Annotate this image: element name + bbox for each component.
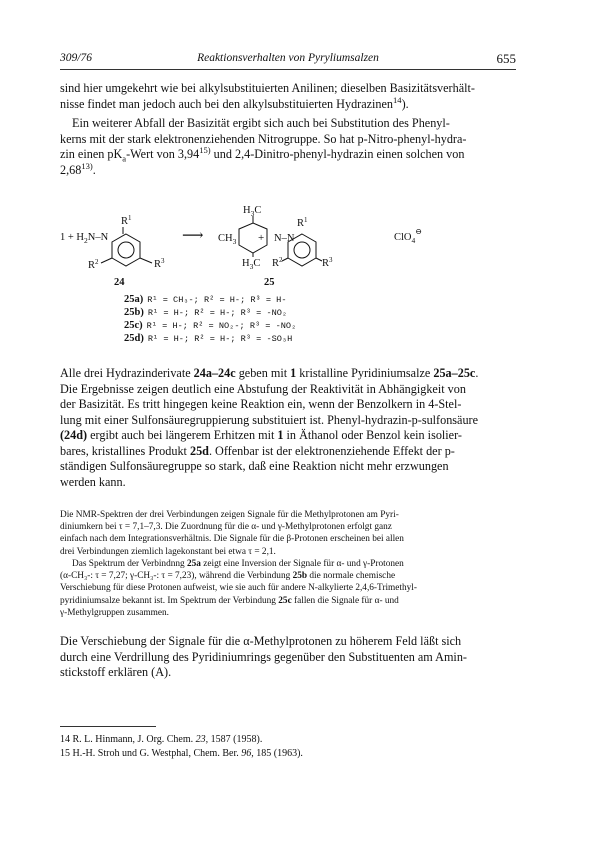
text-line: diniumkern bei τ = 7,1–7,3. Die Zuordnung für die α- und γ-Methylprotonen erfolgt ganz	[60, 522, 392, 533]
text-line: in Äthanol oder Benzol kein isolier-	[283, 428, 462, 442]
text-line: 2,68	[60, 162, 82, 177]
compound-ref: 1	[290, 366, 297, 380]
reactant-r2: $R^2$	[88, 258, 99, 271]
text-line: drei Verbindungen ziemlich lagekonstant bei etwa τ = 2,1.	[60, 546, 276, 557]
compound-ref: 25a–25c	[433, 366, 476, 380]
reactant-prefix: $1 + H_2N-N$	[60, 232, 109, 245]
reactant-aromatic-circle	[118, 242, 134, 258]
paragraph-1	[60, 81, 516, 112]
footnote-ref: 13)	[81, 160, 93, 171]
text-line: Verschiebung für diese Protonen aufweist, wie sie auch für andere N-alkylierte 2,4,6-Trimethyl-	[60, 583, 417, 594]
text-line: stickstoff erklären (A).	[60, 665, 172, 679]
paragraph-2	[60, 116, 516, 178]
compound-ref: 24a–24c	[193, 366, 236, 380]
text-line: einfach nach dem Integrationsverhältnis. Die Signale für die β-Protonen erscheinen bei allen	[60, 534, 404, 545]
text-line: ständigen Sulfonsäuregruppe so stark, daß eine Reaktion nicht mehr erzwungen	[60, 459, 449, 473]
text-line: der Basizität. Es tritt hingegen keine Reaktion ein, wenn der Benzolkern in 4-Stel-	[60, 397, 462, 411]
product-ch3-top: $H_3C$	[243, 205, 262, 218]
text-line: werden kann.	[60, 474, 126, 489]
text-line: Die NMR-Spektren der drei Verbindungen zeigen Signale für die Methylprotonen am Pyri-	[60, 510, 399, 520]
compound-ref: 25a	[187, 559, 201, 569]
text-line: nisse findet man jedoch auch bei den alkylsubstituierten Hydrazinen	[60, 96, 394, 111]
text-line: .	[475, 366, 479, 380]
label-24: 24	[114, 277, 125, 288]
subscript: a	[122, 153, 127, 164]
text-line: γ-Methylgruppen zusammen.	[60, 607, 169, 618]
label-25: 25	[264, 277, 275, 288]
text-line: Die Verschiebung der Signale für die α-Methylprotonen zu höherem Feld läßt sich	[60, 634, 462, 648]
substituent-line: 25c) R¹ = H-; R² = NO₂-; R³ = -NO₂	[124, 320, 297, 331]
footnote-text: 185 (1963).	[253, 748, 303, 759]
text-line: geben mit	[235, 366, 291, 380]
footnote-14	[60, 733, 516, 747]
page-number: 655	[496, 51, 516, 66]
text-line: fallen die Signale für α- und	[291, 595, 399, 606]
compound-ref: 25c	[278, 595, 292, 606]
reactant-r3-bond	[140, 258, 152, 263]
text-line: . Offenbar ist der elektronenziehende Effekt der p-	[208, 443, 455, 458]
reactant-r2-bond	[101, 258, 112, 263]
text-line: kerns mit der stark elektronenziehenden Nitrogruppe. So hat p-Nitro-phenyl-hydra-	[60, 131, 467, 146]
compound-ref: 25d	[189, 443, 209, 458]
reactant-r1: $R^1$	[121, 214, 132, 227]
ring-charge: +	[258, 232, 265, 244]
footnote-ref: 15)	[199, 144, 211, 155]
reactant-r3: $R^3$	[154, 257, 165, 270]
footnote-volume: 96,	[241, 748, 254, 759]
text-line: Das Spektrum der Verbindnng	[72, 559, 187, 569]
page-reference: 309/76	[60, 52, 92, 64]
compound-ref: (24d)	[60, 428, 88, 442]
text-line: pyridiniumsalze bekannt ist. Im Spektrum der Verbindung	[60, 595, 279, 606]
product-r2: $R^2$	[272, 256, 283, 269]
reactant-benzene-ring	[112, 234, 140, 266]
text-line: (α-CH₃-: τ = 7,27; γ-CH₃-: τ = 7,23), während die Verbindung	[60, 571, 293, 582]
text-line: und 2,4-Dinitro-phenyl-hydrazin einen solchen von	[210, 147, 465, 161]
reaction-scheme	[60, 196, 516, 356]
running-title: Reaktionsverhalten von Pyryliumsalzen	[197, 52, 379, 64]
text-line: ergibt auch bei längerem Erhitzen mit	[87, 428, 278, 442]
running-header	[60, 52, 516, 68]
nmr-note-2	[60, 558, 516, 619]
product-r3: $R^3$	[322, 256, 333, 269]
paragraph-4	[60, 634, 516, 681]
paragraph-3	[60, 366, 516, 490]
reaction-arrow: ⟶	[182, 228, 204, 244]
product-r2-bond	[282, 258, 288, 261]
text-line: sind hier umgekehrt wie bei alkylsubstituierten Anilinen; dieselben Basizitätsverhält-	[60, 81, 475, 95]
text-line: kristalline Pyridiniumsalze	[296, 366, 434, 380]
compound-ref: 1	[277, 428, 284, 442]
text-line: Die Ergebnisse zeigen deutlich eine Abstufung der Reaktivität in Abhängigkeit von	[60, 381, 466, 396]
footnote-rule	[60, 726, 156, 727]
text-line: ).	[401, 96, 409, 111]
product-r1: $R^1$	[297, 216, 308, 229]
text-line: durch eine Verdrillung des Pyridiniumrings gegenüber den Substituenten am Amin-	[60, 649, 467, 664]
text-line: Ein weiterer Abfall der Basizität ergibt sich auch bei Substitution des Phenyl-	[72, 116, 450, 130]
footnote-text: 14 R. L. Hinmann, J. Org. Chem.	[60, 734, 196, 745]
text-line: zin einen pK	[60, 147, 123, 161]
product-n-n: N–N	[274, 233, 295, 244]
text-line: .	[92, 162, 96, 177]
footnote-ref: 14	[393, 94, 402, 105]
text-line: Alle drei Hydrazinderivate	[60, 366, 194, 380]
footnote-text: 15 H.-H. Stroh und G. Westphal, Chem. Ber.	[60, 748, 242, 759]
product-ch3-bottom: $H_3C$	[242, 258, 261, 271]
substituent-line: 25b) R¹ = H-; R² = H-; R³ = -NO₂	[124, 307, 288, 318]
anion: ClO$_4$⊖	[394, 227, 422, 245]
text-line: die normale chemische	[307, 571, 396, 582]
text-line: zeigt eine Inversion der Signale für α- und γ-Protonen	[200, 559, 404, 569]
text-line: -Wert von 3,94	[126, 147, 200, 161]
footnote-text: 1587 (1958).	[208, 734, 263, 745]
footnote-15	[60, 747, 516, 761]
product-aromatic-circle	[294, 242, 310, 258]
substituent-line: 25d) R¹ = H-; R² = H-; R³ = -SO₃H	[124, 333, 293, 344]
compound-ref: 25b	[292, 571, 308, 582]
text-line: bares, kristallines Produkt	[60, 443, 190, 458]
footnote-volume: 23,	[195, 734, 209, 745]
header-rule	[60, 69, 516, 70]
substituent-line: 25a) R¹ = CH₃-; R² = H-; R³ = H-	[124, 294, 287, 305]
nmr-note-1	[60, 509, 516, 558]
text-line: lung mit einer Sulfonsäuregruppierung substituiert ist. Phenyl-hydrazin-p-sulfonsäure	[60, 412, 479, 427]
product-ch3-left: $CH_3$	[218, 233, 237, 246]
